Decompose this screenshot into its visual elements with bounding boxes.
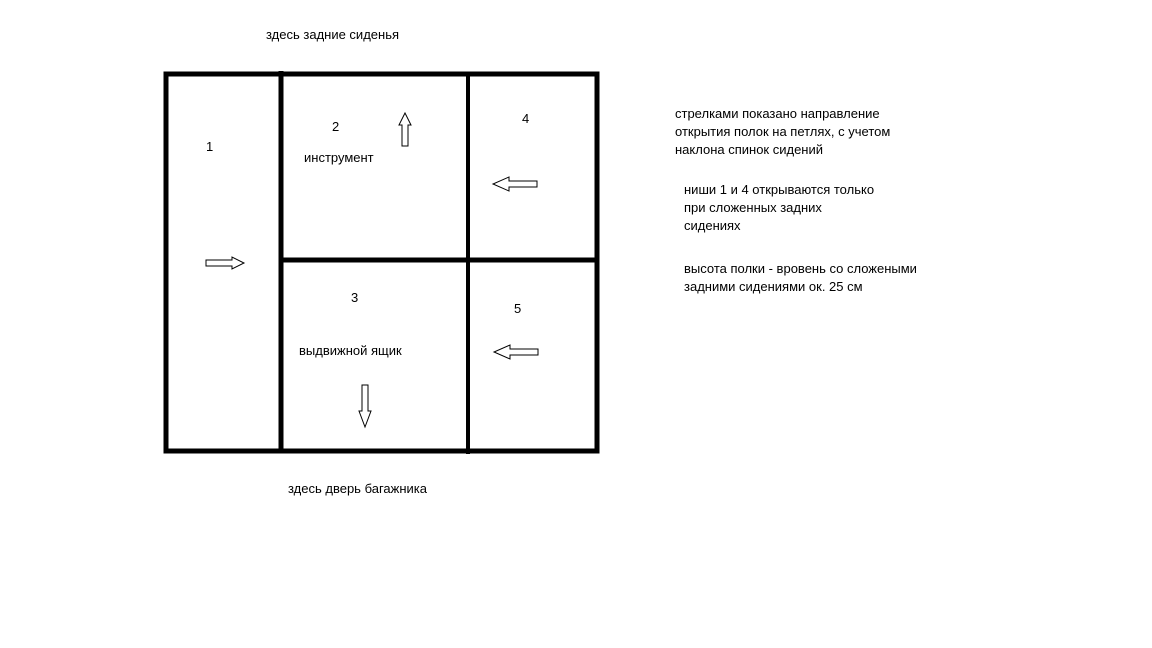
- cell-3-label: выдвижной ящик: [299, 343, 402, 358]
- arrow-left-icon: [493, 177, 537, 191]
- arrow-down-icon: [359, 385, 371, 427]
- note-line: открытия полок на петлях, с учетом: [675, 124, 891, 139]
- note-height: [684, 260, 944, 296]
- label-rear-seats: здесь задние сиденья: [266, 27, 400, 42]
- cell-1-number: 1: [206, 139, 214, 154]
- note-line: при сложенных задних: [684, 200, 822, 215]
- cell-2-label: инструмент: [304, 150, 374, 165]
- label-trunk-door: здесь дверь багажника: [288, 481, 427, 496]
- note-niches: [684, 181, 904, 235]
- arrow-up-icon: [399, 113, 411, 146]
- note-arrows: [675, 105, 935, 159]
- note-line: высота полки - вровень со сложеными: [684, 261, 917, 276]
- cell-3-number: 3: [351, 290, 359, 305]
- cell-5-number: 5: [514, 301, 522, 316]
- note-line: стрелками показано направление: [675, 106, 880, 121]
- note-line: задними сидениями ок. 25 см: [684, 279, 863, 294]
- note-line: наклона спинок сидений: [675, 142, 824, 157]
- note-line: ниши 1 и 4 открываются только: [684, 182, 875, 197]
- cell-2-number: 2: [332, 119, 340, 134]
- arrow-left-icon: [494, 345, 538, 359]
- cell-4-number: 4: [522, 111, 530, 126]
- note-line: сидениях: [684, 218, 741, 233]
- arrow-right-icon: [206, 257, 244, 269]
